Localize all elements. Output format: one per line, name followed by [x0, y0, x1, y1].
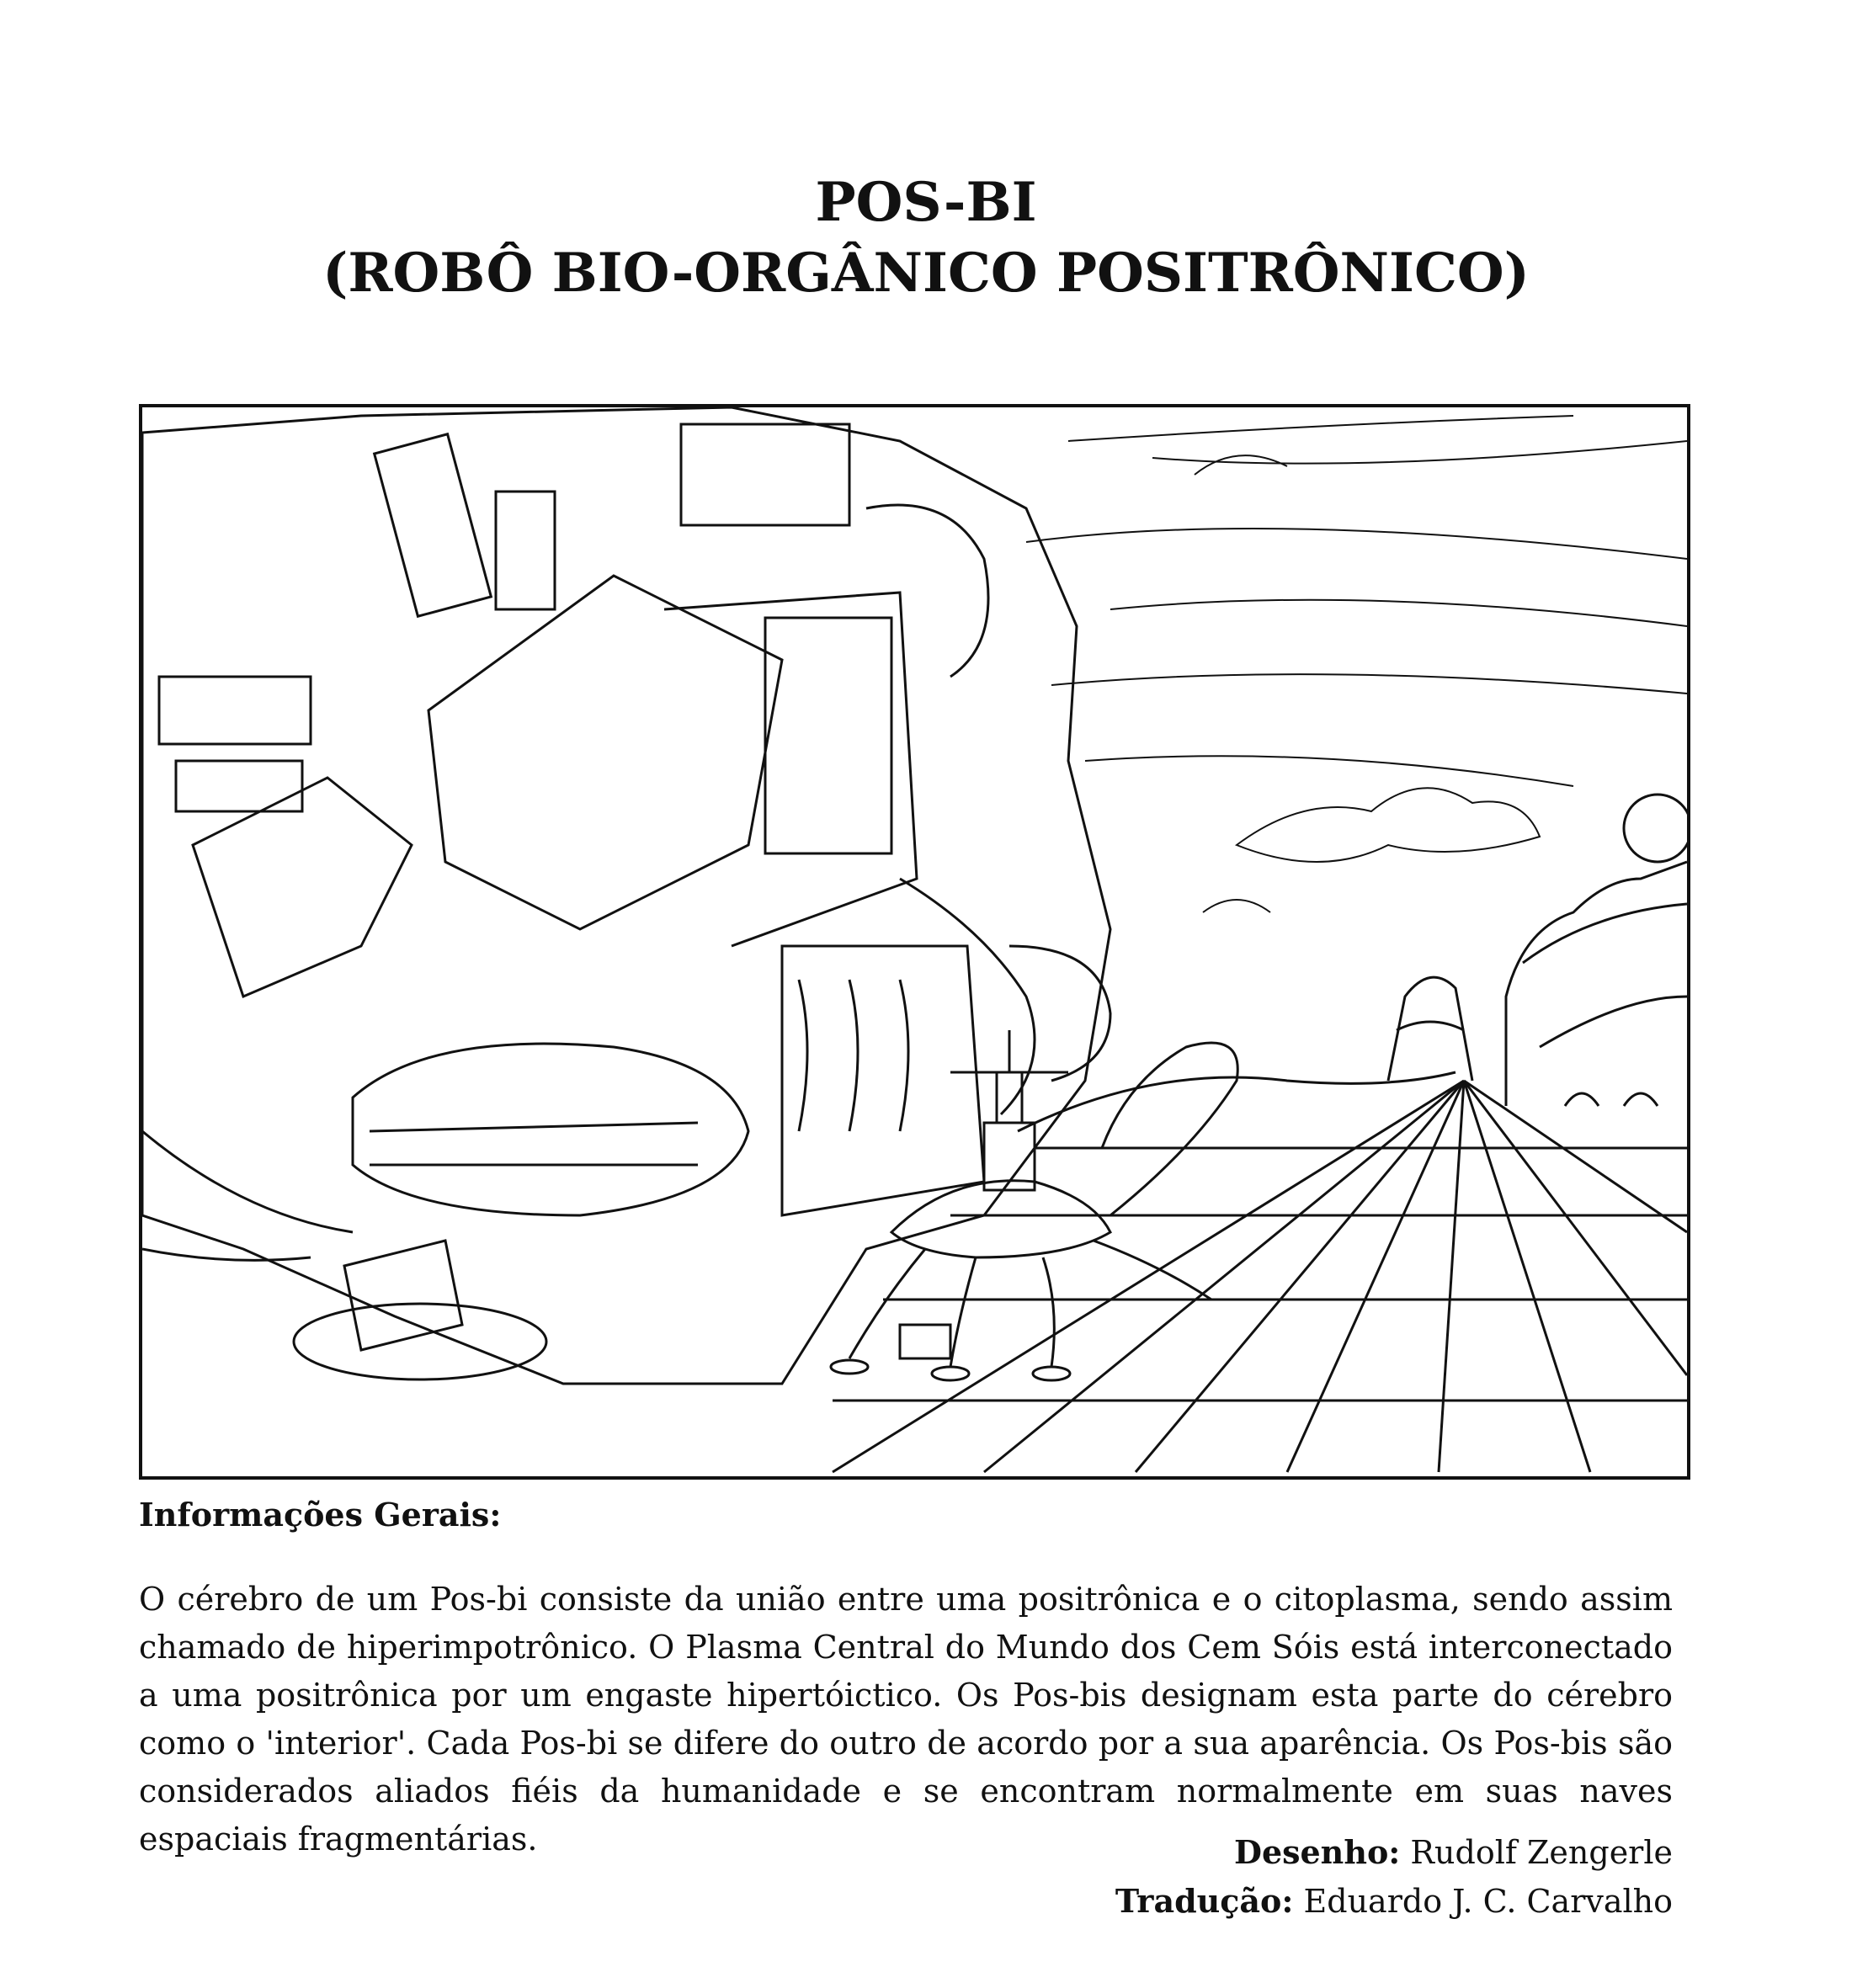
- credits-block: [1115, 1828, 1673, 1926]
- translation-credit: [1115, 1877, 1673, 1926]
- translation-credit-value: Eduardo J. C. Carvalho: [1303, 1883, 1673, 1920]
- machine-complex: [142, 407, 1110, 1384]
- body-paragraph: O cérebro de um Pos-bi consiste da união entre uma positrônica e o citoplasma, sendo assim chamado de hiperimpotrônico. O Plasma Central do Mundo dos Cem Sóis está interconectado a uma positrônica por um engaste hipertóictico. Os Pos-bis designam esta parte do cérebro como o 'interior'. Cada Pos-bi se difere do outro de acordo por a sua aparência. Os Pos-bis são considerados aliados fiéis da humanidade e se encontram normalmente em suas naves espaciais fragmentárias.: [139, 1581, 1673, 1858]
- walking-robot: [831, 1030, 1237, 1380]
- page-title-line-2: (ROBÔ BIO-ORGÂNICO POSITRÔNICO): [322, 242, 1530, 305]
- sky: [1026, 416, 1687, 912]
- illustration-drawing: [142, 407, 1687, 1476]
- page-title-line-1: POS-BI: [815, 171, 1037, 234]
- translation-credit-label: Tradução:: [1115, 1882, 1294, 1920]
- drawing-credit-value: Rudolf Zengerle: [1410, 1834, 1673, 1871]
- drawing-credit-label: Desenho:: [1233, 1833, 1401, 1871]
- section-heading: Informações Gerais:: [139, 1496, 502, 1534]
- drawing-credit: [1115, 1828, 1673, 1877]
- pos-bi-illustration: [139, 404, 1690, 1480]
- floor-grid: [833, 1081, 1687, 1472]
- background-city: [1018, 795, 1687, 1131]
